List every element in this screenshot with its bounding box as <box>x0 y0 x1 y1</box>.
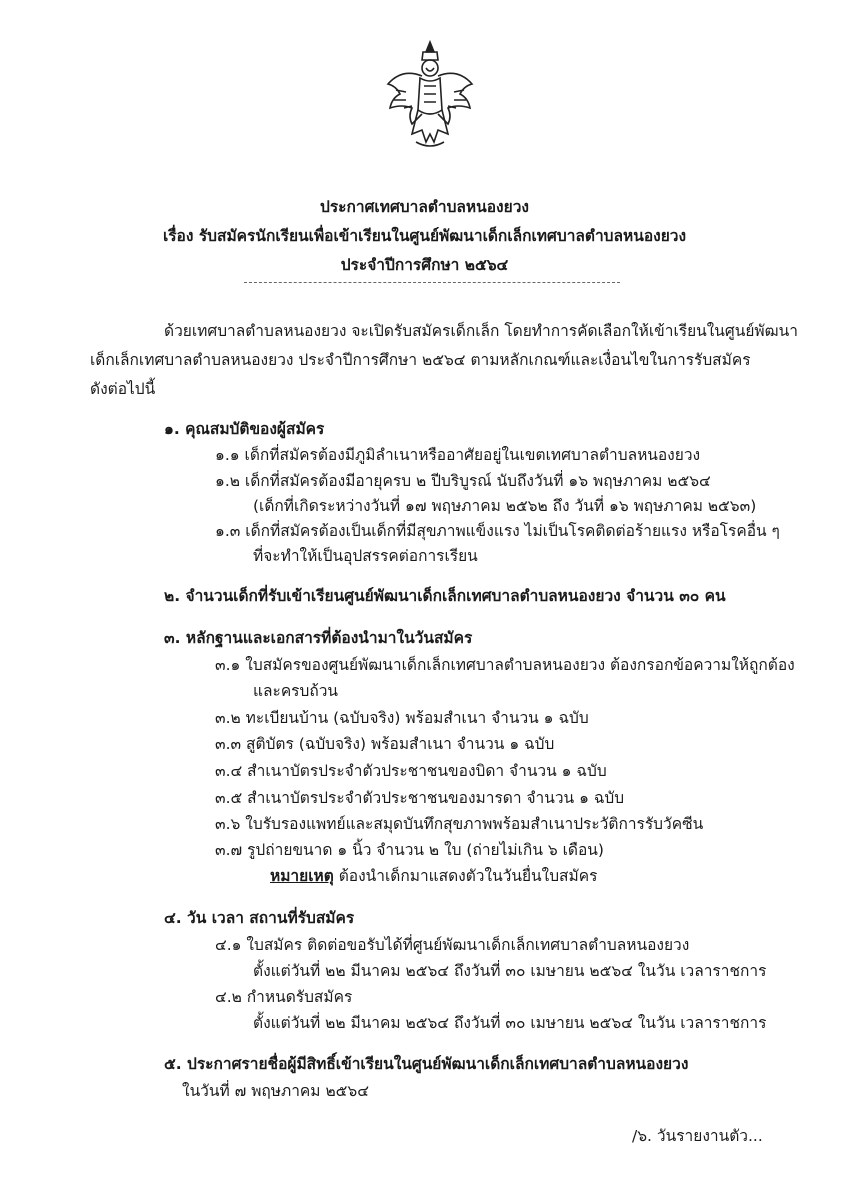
announcement-subject: เรื่อง รับสมัครนักเรียนเพื่อเข้าเรียนในศูนย์พัฒนาเด็กเล็กเทศบาลตำบลหนองยวง <box>162 227 687 245</box>
section-3-item-7: ๓.๗ รูปถ่ายขนาด ๑ นิ้ว จำนวน ๒ ใบ (ถ่ายไม่เกิน ๖ เดือน) <box>215 841 604 859</box>
announcement-title: ประกาศเทศบาลตำบลหนองยวง <box>320 198 529 216</box>
section-3-item-1: ๓.๑ ใบสมัครของศูนย์พัฒนาเด็กเล็กเทศบาลตำบลหนองยวง ต้องกรอกข้อความให้ถูกต้อง <box>215 656 795 674</box>
academic-year: ประจำปีการศึกษา ๒๕๖๔ <box>340 256 509 274</box>
garuda-emblem <box>382 38 478 150</box>
section-1-item-3-detail: ที่จะทำให้เป็นอุปสรรคต่อการเรียน <box>253 547 478 565</box>
section-4-item-1: ๔.๑ ใบสมัคร ติดต่อขอรับได้ที่ศูนย์พัฒนาเด็กเล็กเทศบาลตำบลหนองยวง <box>215 936 690 954</box>
section-4-heading: ๔. วัน เวลา สถานที่รับสมัคร <box>164 909 355 927</box>
section-4-item-2-dates: ตั้งแต่วันที่ ๒๒ มีนาคม ๒๕๖๔ ถึงวันที่ ๓๐ เมษายน ๒๕๖๔ ในวัน เวลาราชการ <box>253 1014 767 1032</box>
intro-line-2: เด็กเล็กเทศบาลตำบลหนองยวง ประจำปีการศึกษา ๒๕๖๔ ตามหลักเกณฑ์และเงื่อนไขในการรับสมัคร <box>90 351 751 369</box>
section-3-item-4: ๓.๔ สำเนาบัตรประจำตัวประชาชนของบิดา จำนวน ๑ ฉบับ <box>215 762 607 780</box>
section-3-note <box>270 865 597 887</box>
section-3-item-2: ๓.๒ ทะเบียนบ้าน (ฉบับจริง) พร้อมสำเนา จำนวน ๑ ฉบับ <box>215 709 589 727</box>
section-1-item-1: ๑.๑ เด็กที่สมัครต้องมีภูมิลำเนาหรืออาศัยอยู่ในเขตเทศบาลตำบลหนองยวง <box>215 446 701 464</box>
section-1-item-3: ๑.๓ เด็กที่สมัครต้องเป็นเด็กที่มีสุขภาพแข็งแรง ไม่เป็นโรคติดต่อร้ายแรง หรือโรคอื่น ๆ <box>215 522 780 540</box>
section-1-item-2: ๑.๒ เด็กที่สมัครต้องมีอายุครบ ๒ ปีบริบูรณ์ นับถึงวันที่ ๑๖ พฤษภาคม ๒๕๖๔ <box>215 472 711 490</box>
section-3-item-3: ๓.๓ สูติบัตร (ฉบับจริง) พร้อมสำเนา จำนวน ๑ ฉบับ <box>215 735 555 753</box>
section-4-item-1-dates: ตั้งแต่วันที่ ๒๒ มีนาคม ๒๕๖๔ ถึงวันที่ ๓๐ เมษายน ๒๕๖๔ ในวัน เวลาราชการ <box>253 962 767 980</box>
header-divider <box>244 282 620 283</box>
section-3-item-1-detail: และครบถ้วน <box>253 682 339 700</box>
section-4-item-2: ๔.๒ กำหนดรับสมัคร <box>215 988 353 1006</box>
intro-line-1: ด้วยเทศบาลตำบลหนองยวง จะเปิดรับสมัครเด็กเล็ก โดยทำการคัดเลือกให้เข้าเรียนในศูนย์พัฒนา <box>164 322 798 340</box>
continuation-note: /๖. วันรายงานตัว... <box>632 1127 763 1145</box>
note-label: หมายเหตุ <box>270 867 334 885</box>
intro-line-3: ดังต่อไปนี้ <box>90 380 156 398</box>
section-3-item-6: ๓.๖ ใบรับรองแพทย์และสมุดบันทึกสุขภาพพร้อมสำเนาประวัติการรับวัคซีน <box>215 815 704 833</box>
section-3-item-5: ๓.๕ สำเนาบัตรประจำตัวประชาชนของมารดา จำนวน ๑ ฉบับ <box>215 789 625 807</box>
section-1-item-2-detail: (เด็กที่เกิดระหว่างวันที่ ๑๗ พฤษภาคม ๒๕๖๒ ถึง วันที่ ๑๖ พฤษภาคม ๒๕๖๓) <box>253 497 757 515</box>
section-1-heading: ๑. คุณสมบัติของผู้สมัคร <box>164 420 325 438</box>
section-5-heading: ๕. ประกาศรายชื่อผู้มีสิทธิ์เข้าเรียนในศูนย์พัฒนาเด็กเล็กเทศบาลตำบลหนองยวง <box>164 1055 689 1073</box>
section-3-heading: ๓. หลักฐานและเอกสารที่ต้องนำมาในวันสมัคร <box>164 629 473 647</box>
section-5-date: ในวันที่ ๗ พฤษภาคม ๒๕๖๔ <box>182 1082 369 1100</box>
section-2-heading: ๒. จำนวนเด็กที่รับเข้าเรียนศูนย์พัฒนาเด็กเล็กเทศบาลตำบลหนองยวง จำนวน ๓๐ คน <box>164 587 726 605</box>
note-text: ต้องนำเด็กมาแสดงตัวในวันยื่นใบสมัคร <box>333 867 598 885</box>
